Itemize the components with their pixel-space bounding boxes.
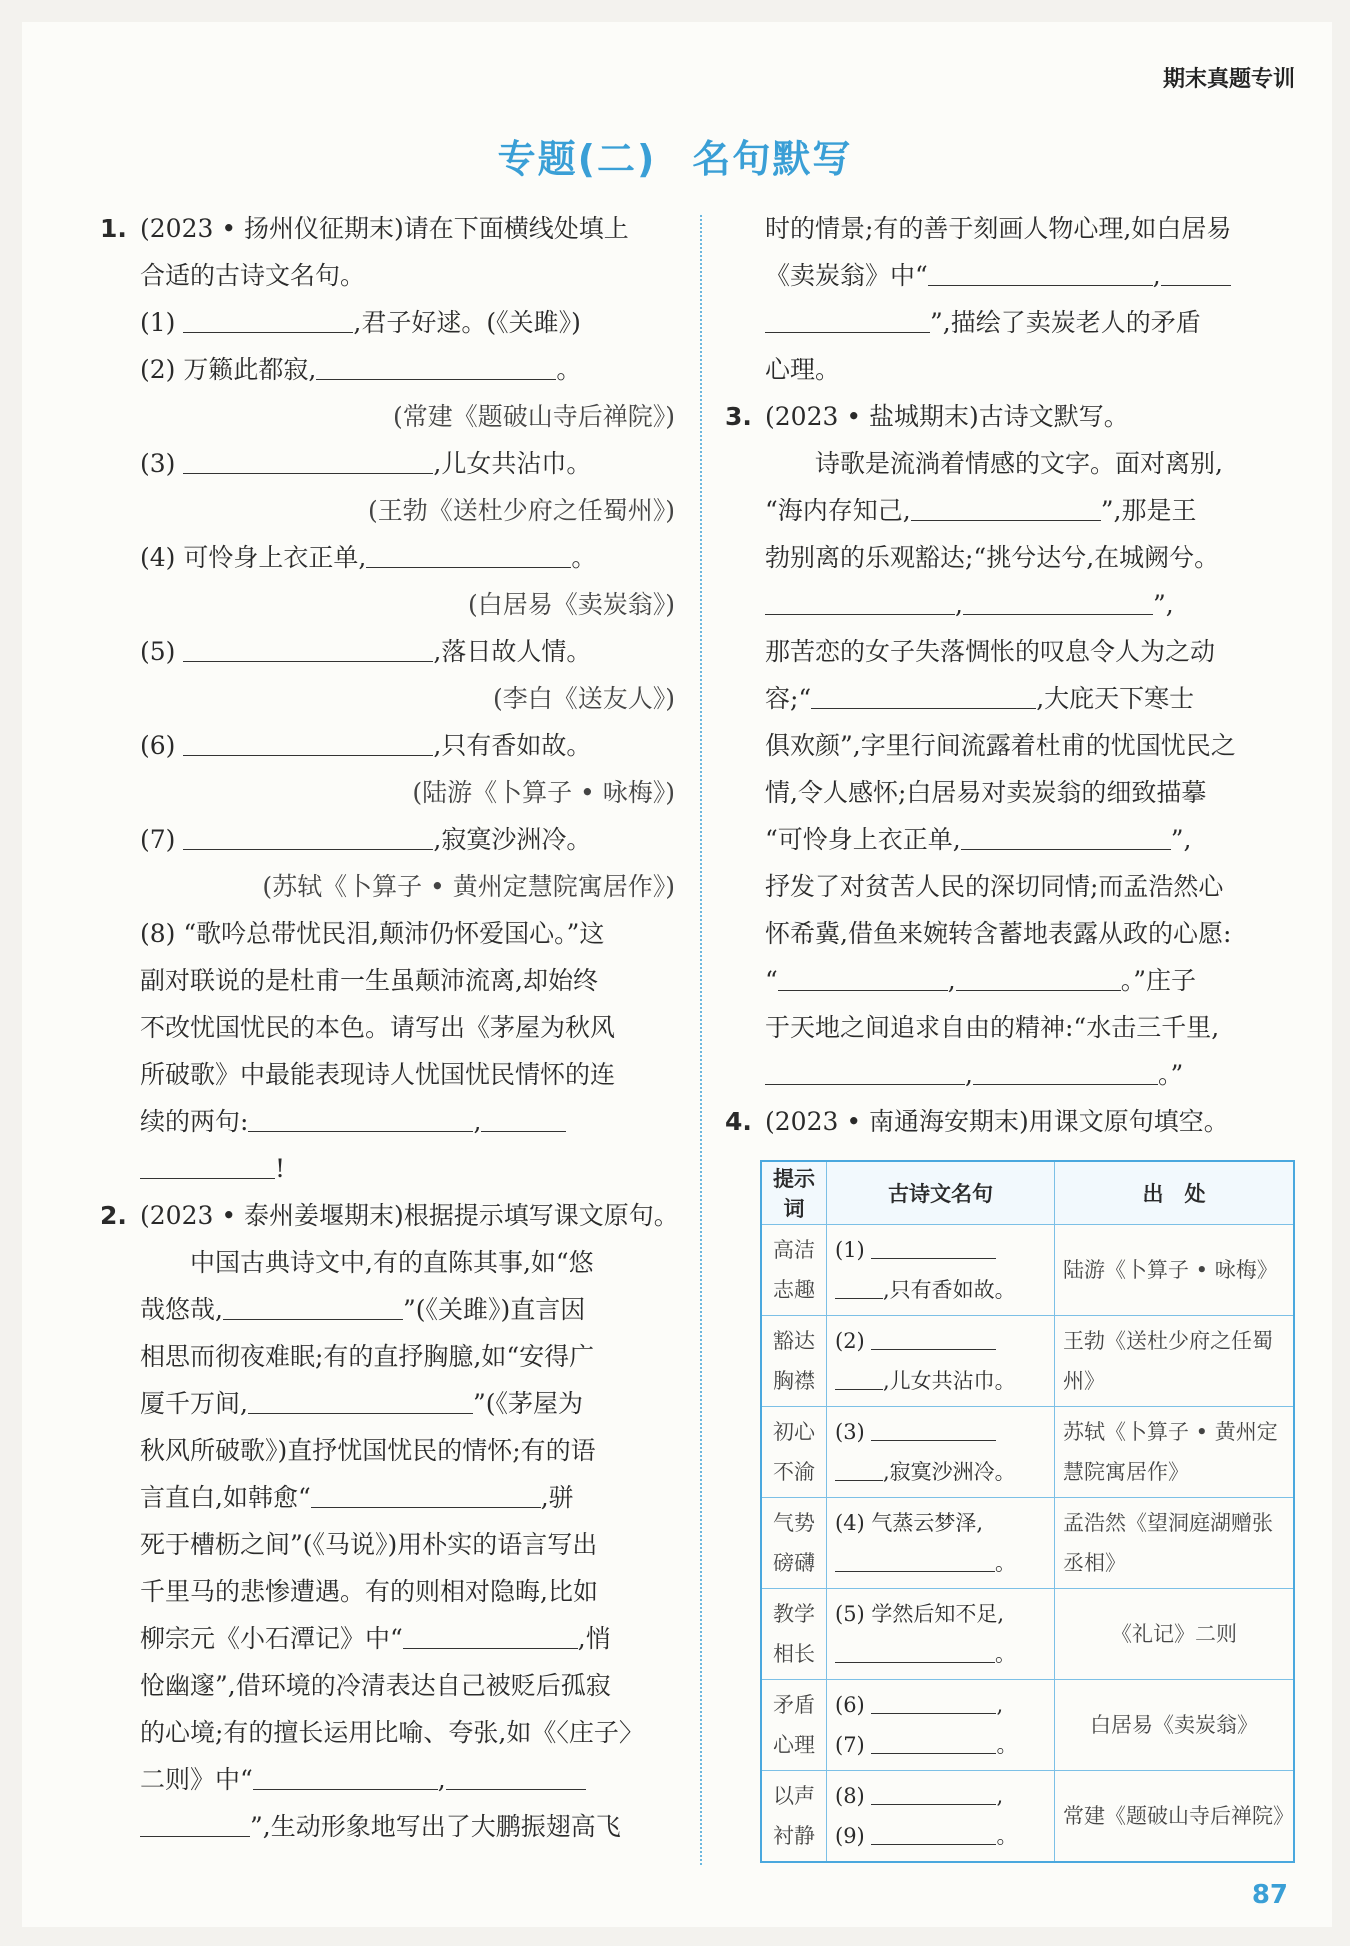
answer-blank[interactable] bbox=[778, 964, 948, 991]
answer-blank[interactable] bbox=[183, 823, 433, 850]
answer-blank[interactable] bbox=[140, 1810, 250, 1837]
q1-stem: 1. (2023 • 扬州仪征期末)请在下面横线处填上 bbox=[100, 205, 675, 252]
answer-blank[interactable] bbox=[835, 1545, 995, 1572]
table-row: 教学 相长 (5) 学然后知不足, 。 《礼记》二则 bbox=[761, 1589, 1294, 1680]
answer-blank[interactable] bbox=[253, 1763, 438, 1790]
answer-blank[interactable] bbox=[183, 729, 433, 756]
table-row: 矛盾 心理 (6) , (7) 。 白居易《卖炭翁》 bbox=[761, 1680, 1294, 1771]
answer-blank[interactable] bbox=[835, 1454, 883, 1481]
answer-blank[interactable] bbox=[928, 259, 1153, 286]
column-divider bbox=[700, 215, 702, 1865]
table-row: 高洁 志趣 (1) ,只有香如故。 陆游《卜算子 • 咏梅》 bbox=[761, 1225, 1294, 1316]
answer-blank[interactable] bbox=[871, 1818, 996, 1845]
q1-item-3: (3) ,儿女共沾巾。 bbox=[140, 449, 592, 478]
answer-blank[interactable] bbox=[961, 823, 1171, 850]
answer-blank[interactable] bbox=[973, 1058, 1158, 1085]
answer-blank[interactable] bbox=[835, 1363, 883, 1390]
header-source: 出 处 bbox=[1055, 1161, 1295, 1225]
answer-blank[interactable] bbox=[1161, 259, 1231, 286]
table-row: 豁达 胸襟 (2) ,儿女共沾巾。 王勃《送杜少府之任蜀州》 bbox=[761, 1316, 1294, 1407]
table-row: 以声 衬静 (8) , (9) 。 常建《题破山寺后禅院》 bbox=[761, 1771, 1294, 1863]
answer-blank[interactable] bbox=[140, 1152, 275, 1179]
answer-blank[interactable] bbox=[835, 1636, 995, 1663]
answer-blank[interactable] bbox=[911, 494, 1101, 521]
q2-stem: 2. (2023 • 泰州姜堰期末)根据提示填写课文原句。 bbox=[100, 1192, 675, 1239]
header-sentence: 古诗文名句 bbox=[827, 1161, 1055, 1225]
answer-blank[interactable] bbox=[835, 1272, 883, 1299]
answer-blank[interactable] bbox=[963, 588, 1153, 615]
answer-blank[interactable] bbox=[871, 1778, 996, 1805]
answer-blank[interactable] bbox=[248, 1105, 473, 1132]
answer-blank[interactable] bbox=[871, 1232, 996, 1259]
table-row: 初心 不渝 (3) ,寂寞沙洲冷。 苏轼《卜算子 • 黄州定慧院寓居作》 bbox=[761, 1407, 1294, 1498]
answer-blank[interactable] bbox=[223, 1293, 403, 1320]
answer-blank[interactable] bbox=[765, 588, 955, 615]
answer-blank[interactable] bbox=[871, 1414, 996, 1441]
q4-stem: 4. (2023 • 南通海安期末)用课文原句填空。 bbox=[725, 1098, 1295, 1145]
q3-stem: 3. (2023 • 盐城期末)古诗文默写。 bbox=[725, 393, 1295, 440]
q3-number: 3. bbox=[725, 402, 752, 431]
answer-blank[interactable] bbox=[871, 1727, 996, 1754]
answer-blank[interactable] bbox=[871, 1323, 996, 1350]
answer-blank[interactable] bbox=[403, 1622, 578, 1649]
table-header bbox=[761, 1161, 1294, 1225]
q1-item-1: (1) ,君子好逑。(《关雎》) bbox=[140, 308, 581, 337]
section-header: 期末真题专训 bbox=[1162, 67, 1295, 92]
right-column: 时的情景;有的善于刻画人物心理,如白居易 《卖炭翁》中“ , ”,描绘了卖炭老人的矛盾 心理。 3. (2023 • 盐城期末)古诗文默写。 诗歌是流淌着情感的文字。面对离别, “海内存知己, ”,那是王 勃别离的乐观豁达;“挑兮达兮,在城阙兮。 , ”, 那苦恋的女子失落惆怅的叹息令人为之动 容;“ ,大庇天下寒士 俱欢颜”,字里行间流露着杜甫的忧国忧民之 情,令人感怀;白居易对卖炭翁的细致描摹 “可怜身上衣正单, ”, 抒发了对贫苦人民的深切同情;而孟浩然心 怀希冀,借鱼来婉转含蓄地表露从政的心愿: “ , 。”庄子 于天地之间追求自由的精神:“水击三千里, , 。” 4. (2023 • 南通海安期末)用课文原句填空。 bbox=[725, 205, 1295, 1145]
answer-blank[interactable] bbox=[956, 964, 1121, 991]
answer-blank[interactable] bbox=[871, 1687, 996, 1714]
q1-item-8-answer: 续的两句: , bbox=[100, 1098, 675, 1145]
header-keyword: 提示词 bbox=[761, 1161, 827, 1225]
answer-blank[interactable] bbox=[765, 1058, 965, 1085]
q1-item-2: (2) 万籁此都寂, 。 bbox=[140, 355, 582, 384]
answer-blank[interactable] bbox=[366, 541, 571, 568]
title-part1: 专题(二) bbox=[497, 137, 657, 181]
q1-item-7: (7) ,寂寞沙洲冷。 bbox=[140, 825, 592, 854]
q1-number: 1. bbox=[100, 214, 127, 243]
answer-blank[interactable] bbox=[183, 447, 433, 474]
q1-item-5: (5) ,落日故人情。 bbox=[140, 637, 592, 666]
answer-blank[interactable] bbox=[446, 1763, 586, 1790]
q4-table bbox=[760, 1160, 1295, 1863]
left-column: 1. (2023 • 扬州仪征期末)请在下面横线处填上 合适的古诗文名句。 (1) ,君子好逑。(《关雎》) (2) 万籁此都寂, 。 (常建《题破山寺后禅院》) (3) ,儿女共沾巾。 (王勃《送杜少府之任蜀州》) (4) 可怜身上衣正单, 。 (白居易《卖炭翁》) (5) ,落日故人情。 (李白《送友人》) (6) ,只有香如故。 (陆游《卜算子 • 咏梅》) (7) ,寂寞沙洲冷。 (苏轼《卜算子 • 黄州定慧院寓居作》) (8) “歌吟总带忧民泪,颠沛仍怀爱国心。”这 副对联说的是杜甫一生虽颠沛流离,却始终 不改忧国忧民的本色。请写出《茅屋为秋风 所破歌》中最能表现诗人忧国忧民情怀的连 续的两句: , ! 2. (2023 • 泰州姜堰期末)根据提示填写课文原句。 中国古典诗文中,有的直陈其事,如“悠 哉悠哉, ”(《关雎》)直言因 相思而彻夜难眠;有的直抒胸臆,如“安得广 厦千万间, ”(《茅屋为 秋风所破歌》)直抒忧国忧民的情怀;有的语 言直白,如韩愈“ ,骈 死于槽枥之间”(《马说》)用朴实的语言写出 千里马的悲惨遭遇。有的则相对隐晦,比如 柳宗元《小石潭记》中“ ,悄 怆幽邃”,借环境的冷清表达自己被贬后孤寂 的心境;有的擅长运用比喻、夸张,如《〈庄子〉 二则》中“ , ”,生动形象地写出了大鹏振翅高飞 bbox=[100, 205, 675, 1850]
page-title bbox=[0, 128, 1350, 183]
answer-blank[interactable] bbox=[811, 682, 1036, 709]
q1-item-4: (4) 可怜身上衣正单, 。 bbox=[140, 543, 597, 572]
q2-number: 2. bbox=[100, 1201, 127, 1230]
q4-number: 4. bbox=[725, 1107, 752, 1136]
answer-blank[interactable] bbox=[183, 635, 433, 662]
answer-blank[interactable] bbox=[183, 306, 353, 333]
table-row: 气势 磅礴 (4) 气蒸云梦泽, 。 孟浩然《望洞庭湖赠张丞相》 bbox=[761, 1498, 1294, 1589]
answer-blank[interactable] bbox=[316, 353, 556, 380]
answer-blank[interactable] bbox=[481, 1105, 566, 1132]
answer-blank[interactable] bbox=[765, 306, 930, 333]
q1-item-6: (6) ,只有香如故。 bbox=[140, 731, 592, 760]
page-number: 87 bbox=[1251, 1880, 1288, 1910]
answer-blank[interactable] bbox=[248, 1387, 473, 1414]
answer-blank[interactable] bbox=[311, 1481, 541, 1508]
title-part2: 名句默写 bbox=[692, 137, 853, 181]
